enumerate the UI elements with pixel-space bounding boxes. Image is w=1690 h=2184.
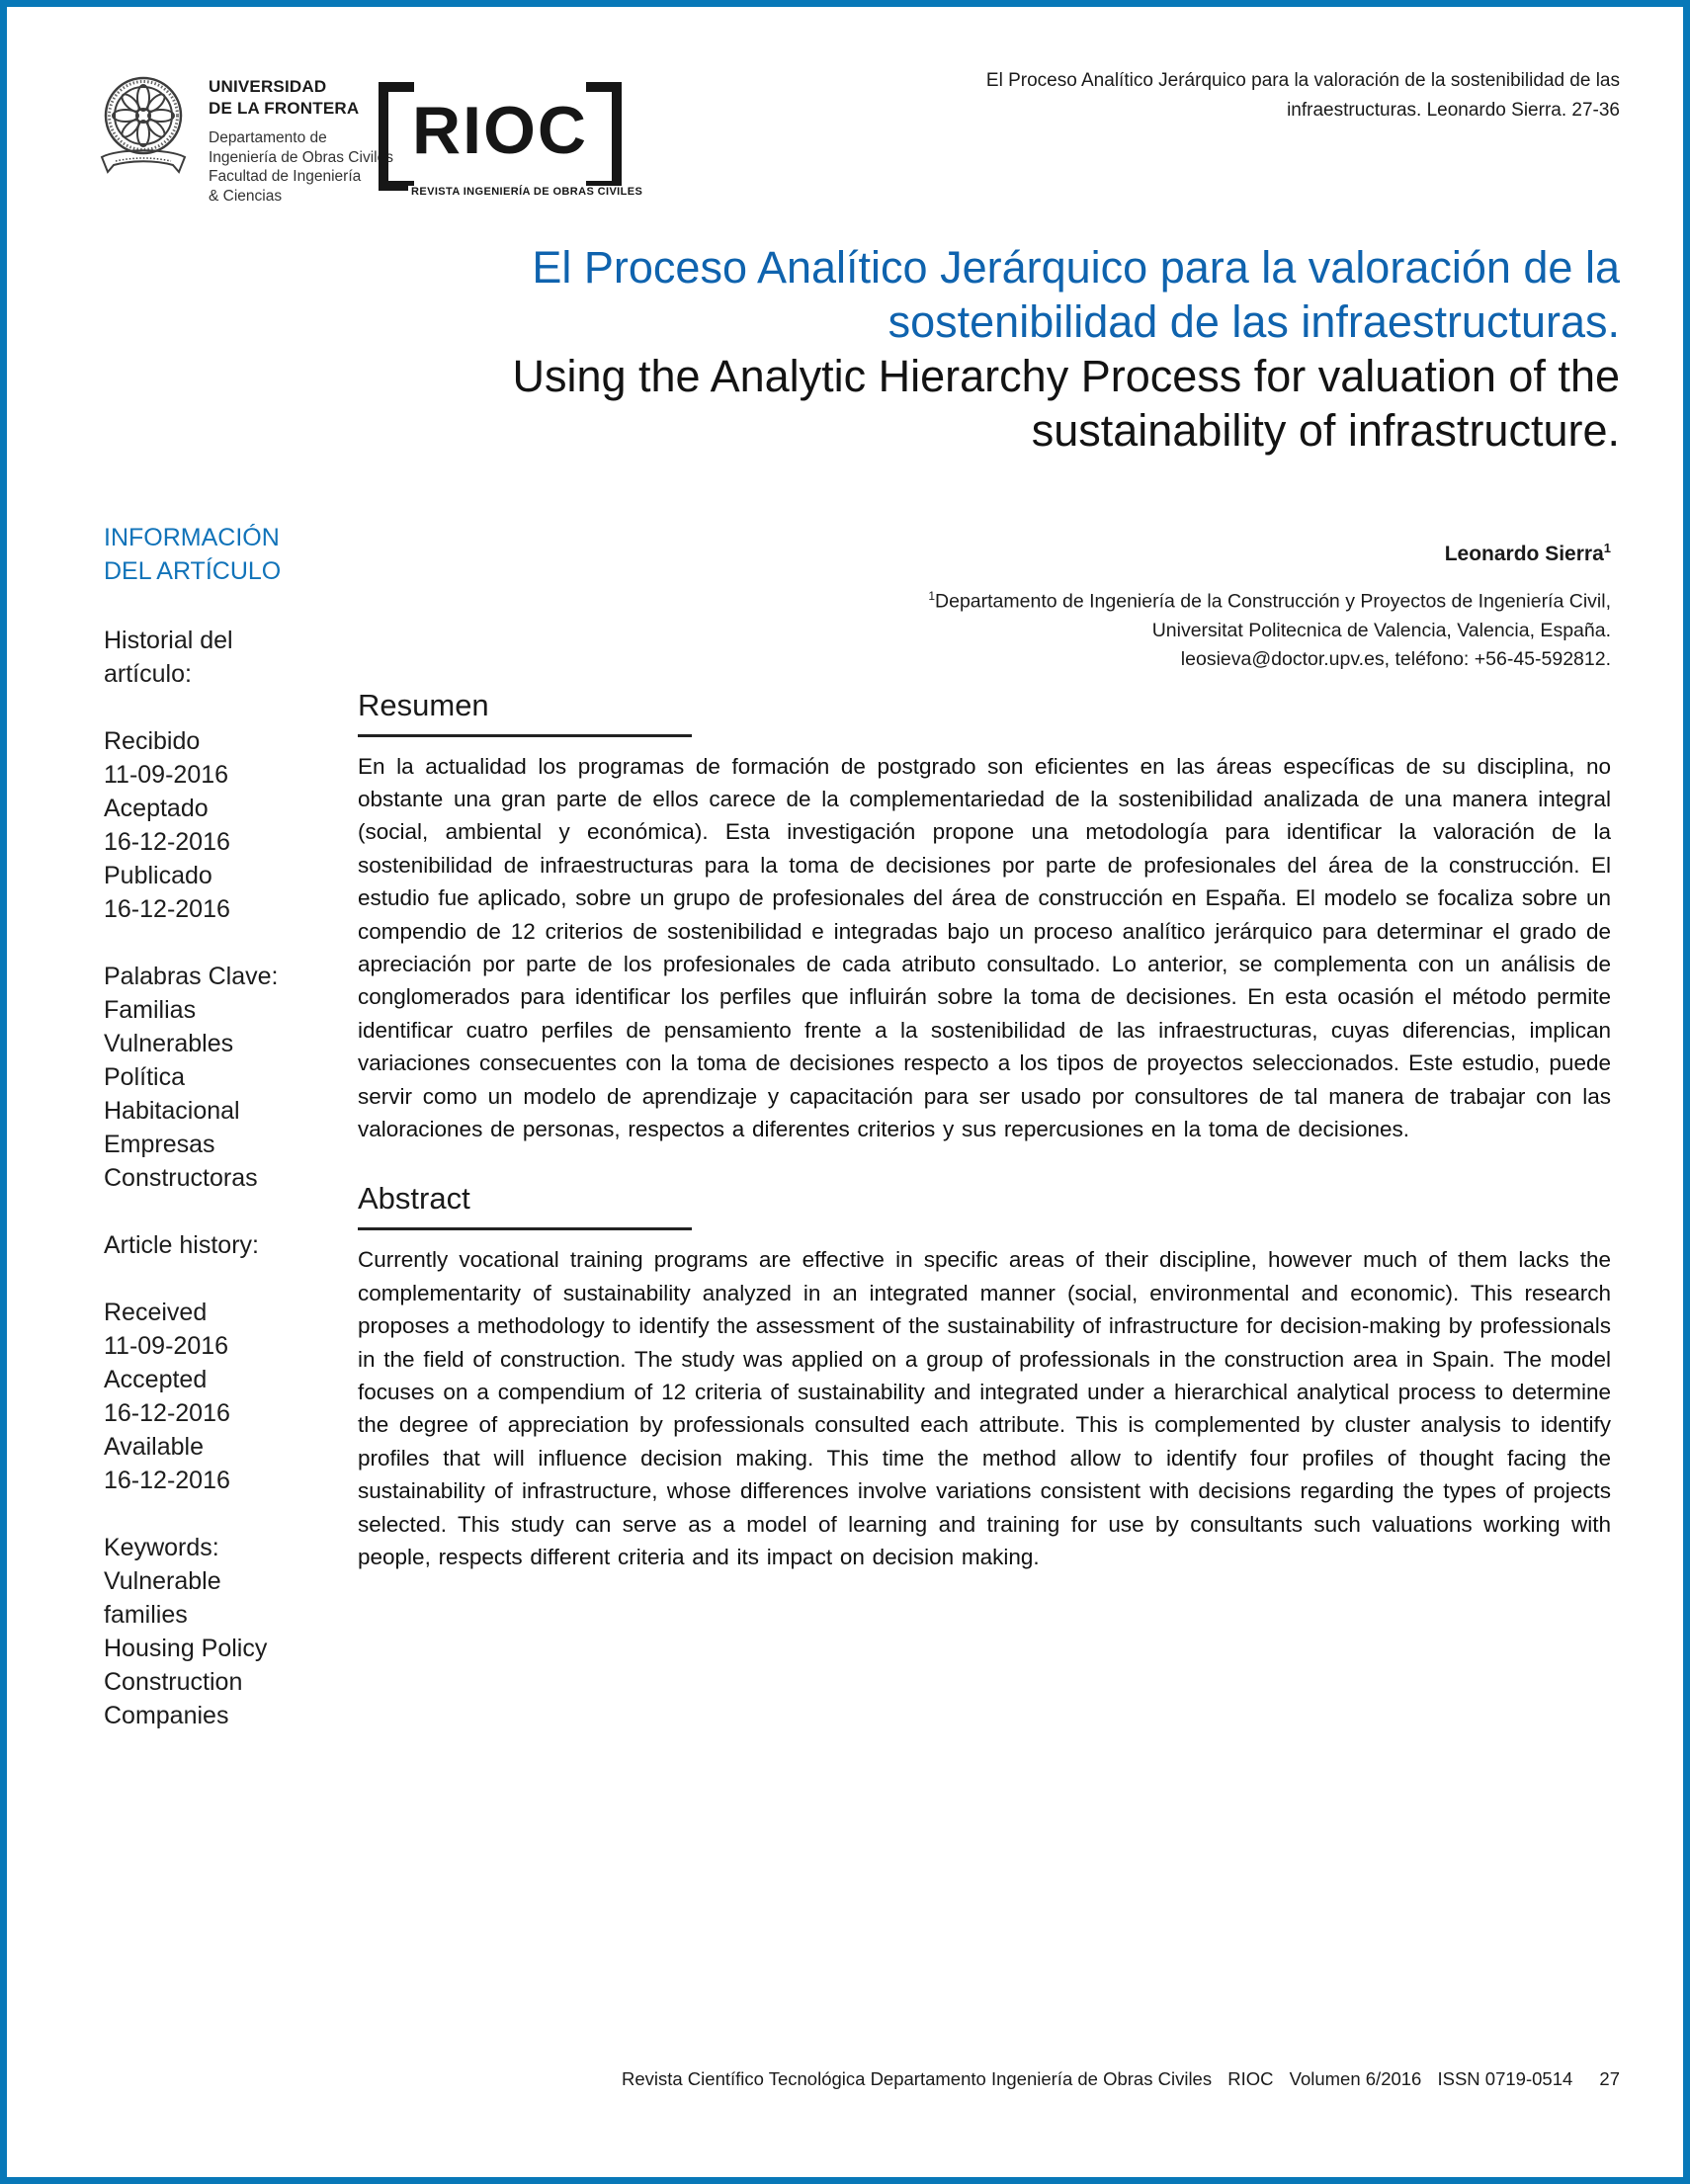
footer-journal-name: Revista Científico Tecnológica Departamento Ingeniería de Obras Civiles bbox=[621, 2068, 1213, 2089]
resumen-heading: Resumen bbox=[358, 687, 489, 722]
sidebar-line: Article history: bbox=[104, 1231, 259, 1259]
page-footer bbox=[622, 2068, 1620, 2090]
article-title-spanish bbox=[303, 240, 1620, 349]
university-name-line: UNIVERSIDAD bbox=[209, 77, 327, 96]
sidebar-group-dates-en bbox=[104, 1296, 351, 1497]
affiliation-line: leosieva@doctor.upv.es, teléfono: +56-45-592812. bbox=[1180, 647, 1611, 670]
abstract-rule bbox=[358, 1227, 692, 1230]
sidebar-line: Familias bbox=[104, 996, 197, 1024]
sidebar-group-palabras-clave bbox=[104, 960, 351, 1195]
footer-volume: Volumen 6/2016 bbox=[1289, 2068, 1422, 2089]
affiliation-superscript: 1 bbox=[928, 589, 936, 603]
sidebar-line: 16-12-2016 bbox=[104, 895, 230, 923]
author-name-text: Leonardo Sierra bbox=[1444, 543, 1604, 565]
running-title bbox=[849, 66, 1620, 126]
affiliation-line bbox=[358, 582, 1611, 617]
sidebar-line: Constructoras bbox=[104, 1164, 258, 1192]
university-dept-line: Departamento de bbox=[209, 129, 327, 146]
sidebar-line: 16-12-2016 bbox=[104, 828, 230, 856]
sidebar-line: Palabras Clave: bbox=[104, 963, 279, 990]
sidebar-line: artículo: bbox=[104, 660, 192, 688]
sidebar-line: Available bbox=[104, 1433, 205, 1461]
sidebar-line: 16-12-2016 bbox=[104, 1399, 230, 1427]
rioc-acronym: RIOC bbox=[412, 93, 588, 168]
sidebar-group-fechas-es bbox=[104, 724, 351, 926]
university-dept-line: Ingeniería de Obras Civiles bbox=[209, 148, 393, 166]
sidebar-line: families bbox=[104, 1601, 188, 1629]
affiliation bbox=[358, 582, 1611, 674]
sidebar-line: Habitacional bbox=[104, 1097, 240, 1125]
sidebar-line: Historial del bbox=[104, 627, 233, 654]
article-title-english bbox=[303, 349, 1620, 458]
university-department bbox=[209, 128, 393, 206]
university-dept-line: Facultad de Ingeniería bbox=[209, 168, 362, 185]
university-name-line: DE LA FRONTERA bbox=[209, 99, 360, 118]
sidebar-line: Vulnerables bbox=[104, 1030, 234, 1057]
sidebar-line: Construction bbox=[104, 1668, 243, 1696]
sidebar-line: Empresas bbox=[104, 1131, 215, 1158]
university-name bbox=[209, 76, 393, 120]
author-name bbox=[358, 541, 1611, 566]
sidebar-line: 16-12-2016 bbox=[104, 1467, 230, 1494]
running-title-line: infraestructuras. Leonardo Sierra. 27-36 bbox=[1287, 100, 1620, 121]
sidebar-group-historial bbox=[104, 624, 351, 691]
resumen-rule bbox=[358, 734, 692, 737]
article-title bbox=[303, 240, 1620, 458]
author-superscript: 1 bbox=[1603, 541, 1611, 555]
rioc-logo bbox=[379, 82, 643, 198]
sidebar-line: Política bbox=[104, 1063, 185, 1091]
university-seal-icon bbox=[94, 70, 193, 189]
sidebar-line: Accepted bbox=[104, 1366, 208, 1393]
footer-issn: ISSN 0719-0514 bbox=[1437, 2068, 1573, 2089]
sidebar-line: Keywords: bbox=[104, 1534, 219, 1561]
resumen-paragraph: En la actualidad los programas de formación de postgrado son eficientes en las áreas específicas de su disciplina, no obstante una gran parte de ellos carece de la complementariedad de la sostenibilidad analizada de una manera integral (social, ambiental y económica). Esta investigación propone una metodología para identificar la valoración de la sostenibilidad de infraestructuras para la toma de decisiones por parte de profesionales del área de la construcción. El estudio fue aplicado, sobre un grupo de profesionales del área de construcción en España. El modelo se focaliza sobre un compendio de 12 criterios de sostenibilidad e integradas bajo un proceso analítico jerárquico para determinar el grado de apreciación por parte de los profesionales de cada atributo consultado. Lo anterior, se complementa con un análisis de conglomerados para identificar los perfiles que influirán sobre la toma de decisiones. En esta ocasión el método permite identificar cuatro perfiles de pensamiento frente a la sostenibilidad de las infraestructuras, cuyas diferencias, implican variaciones consecuentes con la toma de decisiones respecto a los tipos de proyectos seleccionados. Este estudio, puede servir como un modelo de aprendizaje y capacitación para ser usado por consultores de tal manera de trabajar con las valoraciones de personas, respectos a diferentes criterios y sus repercusiones en la toma de decisiones. bbox=[358, 753, 1611, 1141]
running-title-line: El Proceso Analítico Jerárquico para la valoración de la sostenibilidad de las bbox=[985, 70, 1620, 91]
sidebar-heading bbox=[104, 521, 351, 588]
article-title-line: Using the Analytic Hierarchy Process for valuation of the bbox=[512, 351, 1620, 401]
sidebar-line: 11-09-2016 bbox=[104, 1332, 229, 1360]
sidebar-line: Companies bbox=[104, 1702, 229, 1729]
sidebar-line: Publicado bbox=[104, 862, 212, 889]
affiliation-line1-text: Departamento de Ingeniería de la Construcción y Proyectos de Ingeniería Civil, bbox=[935, 590, 1611, 613]
sidebar-line: 11-09-2016 bbox=[104, 761, 229, 789]
sidebar-line: Vulnerable bbox=[104, 1567, 221, 1595]
abstract-paragraph: Currently vocational training programs are effective in specific areas of their discipline, however much of them lacks the complementarity of sustainability analyzed in an integrated manner (social, environmental and economic). This research proposes a methodology to identify the assessment of the sustainability of infrastructure for decision-making by professionals in the field of construction. The study was applied on a group of professionals in the construction area in Spain. The model focuses on a compendium of 12 criteria of sustainability and integrated under a hierarchical analytical process to determine the degree of appreciation by professionals consulted each attribute. This is complemented by cluster analysis to identify profiles that will influence decision making. This time the method allow to identify four profiles of thought facing the sustainability of infrastructure, whose differences involve variations consistent with decisions regarding the types of projects selected. This study can serve as a model of learning and training for use by consultants such valuations working with people, respects different criteria and its impact on decision making. bbox=[358, 1247, 1611, 1570]
affiliation-line: Universitat Politecnica de Valencia, Valencia, España. bbox=[1151, 619, 1611, 641]
sidebar-line: Housing Policy bbox=[104, 1635, 268, 1662]
header-left bbox=[94, 70, 393, 206]
article-title-line: El Proceso Analítico Jerárquico para la valoración de la bbox=[532, 242, 1620, 293]
article-title-line: sustainability of infrastructure. bbox=[1031, 405, 1620, 456]
university-text bbox=[209, 70, 393, 206]
abstract-heading: Abstract bbox=[358, 1181, 470, 1217]
sidebar-heading-line: INFORMACIÓN bbox=[104, 524, 280, 551]
sidebar-heading-line: DEL ARTÍCULO bbox=[104, 557, 282, 585]
sidebar-line: Recibido bbox=[104, 727, 201, 755]
footer-journal-acronym: RIOC bbox=[1227, 2068, 1274, 2089]
article-title-line: sostenibilidad de las infraestructuras. bbox=[887, 296, 1620, 347]
main-column bbox=[358, 535, 1611, 1573]
rioc-caption: REVISTA INGENIERÍA DE OBRAS CIVILES bbox=[408, 186, 647, 198]
sidebar-group-article-history bbox=[104, 1228, 351, 1262]
sidebar-group-keywords bbox=[104, 1531, 351, 1732]
footer-page-number: 27 bbox=[1599, 2068, 1620, 2089]
sidebar-line: Aceptado bbox=[104, 795, 209, 822]
university-dept-line: & Ciencias bbox=[209, 187, 283, 205]
sidebar-line: Received bbox=[104, 1299, 208, 1326]
article-info-sidebar bbox=[104, 521, 351, 1766]
